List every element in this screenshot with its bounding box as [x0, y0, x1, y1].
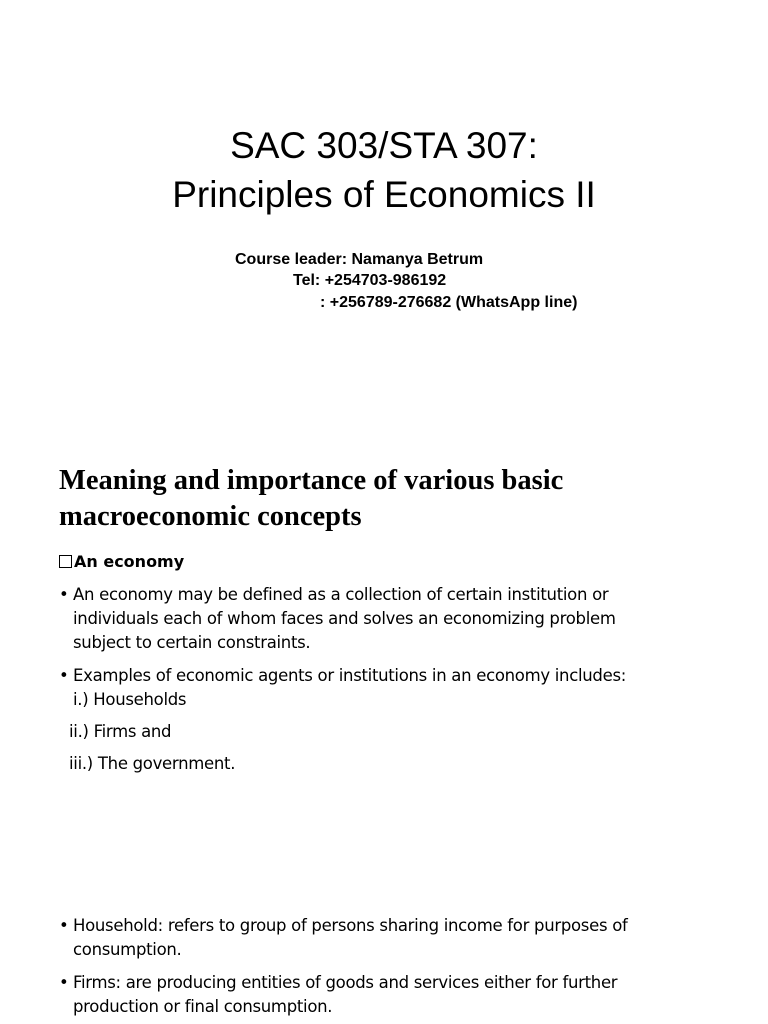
bullet-icon: •: [59, 666, 69, 685]
bullet-3-line-2: consumption.: [73, 940, 182, 959]
bullet-4-line-1: Firms: are producing entities of goods and services either for further: [73, 973, 618, 992]
course-leader: Course leader: Namanya Betrum: [235, 251, 484, 268]
bullet-icon: •: [59, 585, 69, 604]
bullet-icon: •: [59, 973, 69, 992]
list-item-government: iii.) The government.: [69, 754, 236, 773]
bullet-1-line-3: subject to certain constraints.: [73, 633, 311, 652]
whatsapp-line: : +256789-276682 (WhatsApp line): [320, 294, 578, 311]
subheading-label: An economy: [74, 552, 185, 571]
bullet-1-line-1: An economy may be defined as a collection of certain institution or: [73, 585, 609, 604]
course-code-title: SAC 303/STA 307:: [230, 125, 538, 166]
section-heading: [59, 463, 739, 535]
section-heading-line-1: Meaning and importance of various basic: [59, 465, 564, 496]
bullet-4-line-2: production or final consumption.: [73, 997, 333, 1016]
checkbox-icon: [59, 555, 72, 568]
bullet-1-line-2: individuals each of whom faces and solves an economizing problem: [73, 609, 616, 628]
subheading-an-economy: [59, 552, 184, 572]
bullet-icon: •: [59, 916, 69, 935]
bullet-3-line-1: Household: refers to group of persons sharing income for purposes of: [73, 916, 628, 935]
list-item-households: i.) Households: [73, 690, 187, 709]
list-item-firms: ii.) Firms and: [69, 722, 172, 741]
telephone: Tel: +254703-986192: [293, 272, 447, 289]
title-slide: [0, 0, 768, 440]
section-heading-line-2: macroeconomic concepts: [59, 501, 362, 532]
bullet-2-line-1: Examples of economic agents or institutions in an economy includes:: [73, 666, 627, 685]
course-name-title: Principles of Economics II: [172, 174, 596, 215]
